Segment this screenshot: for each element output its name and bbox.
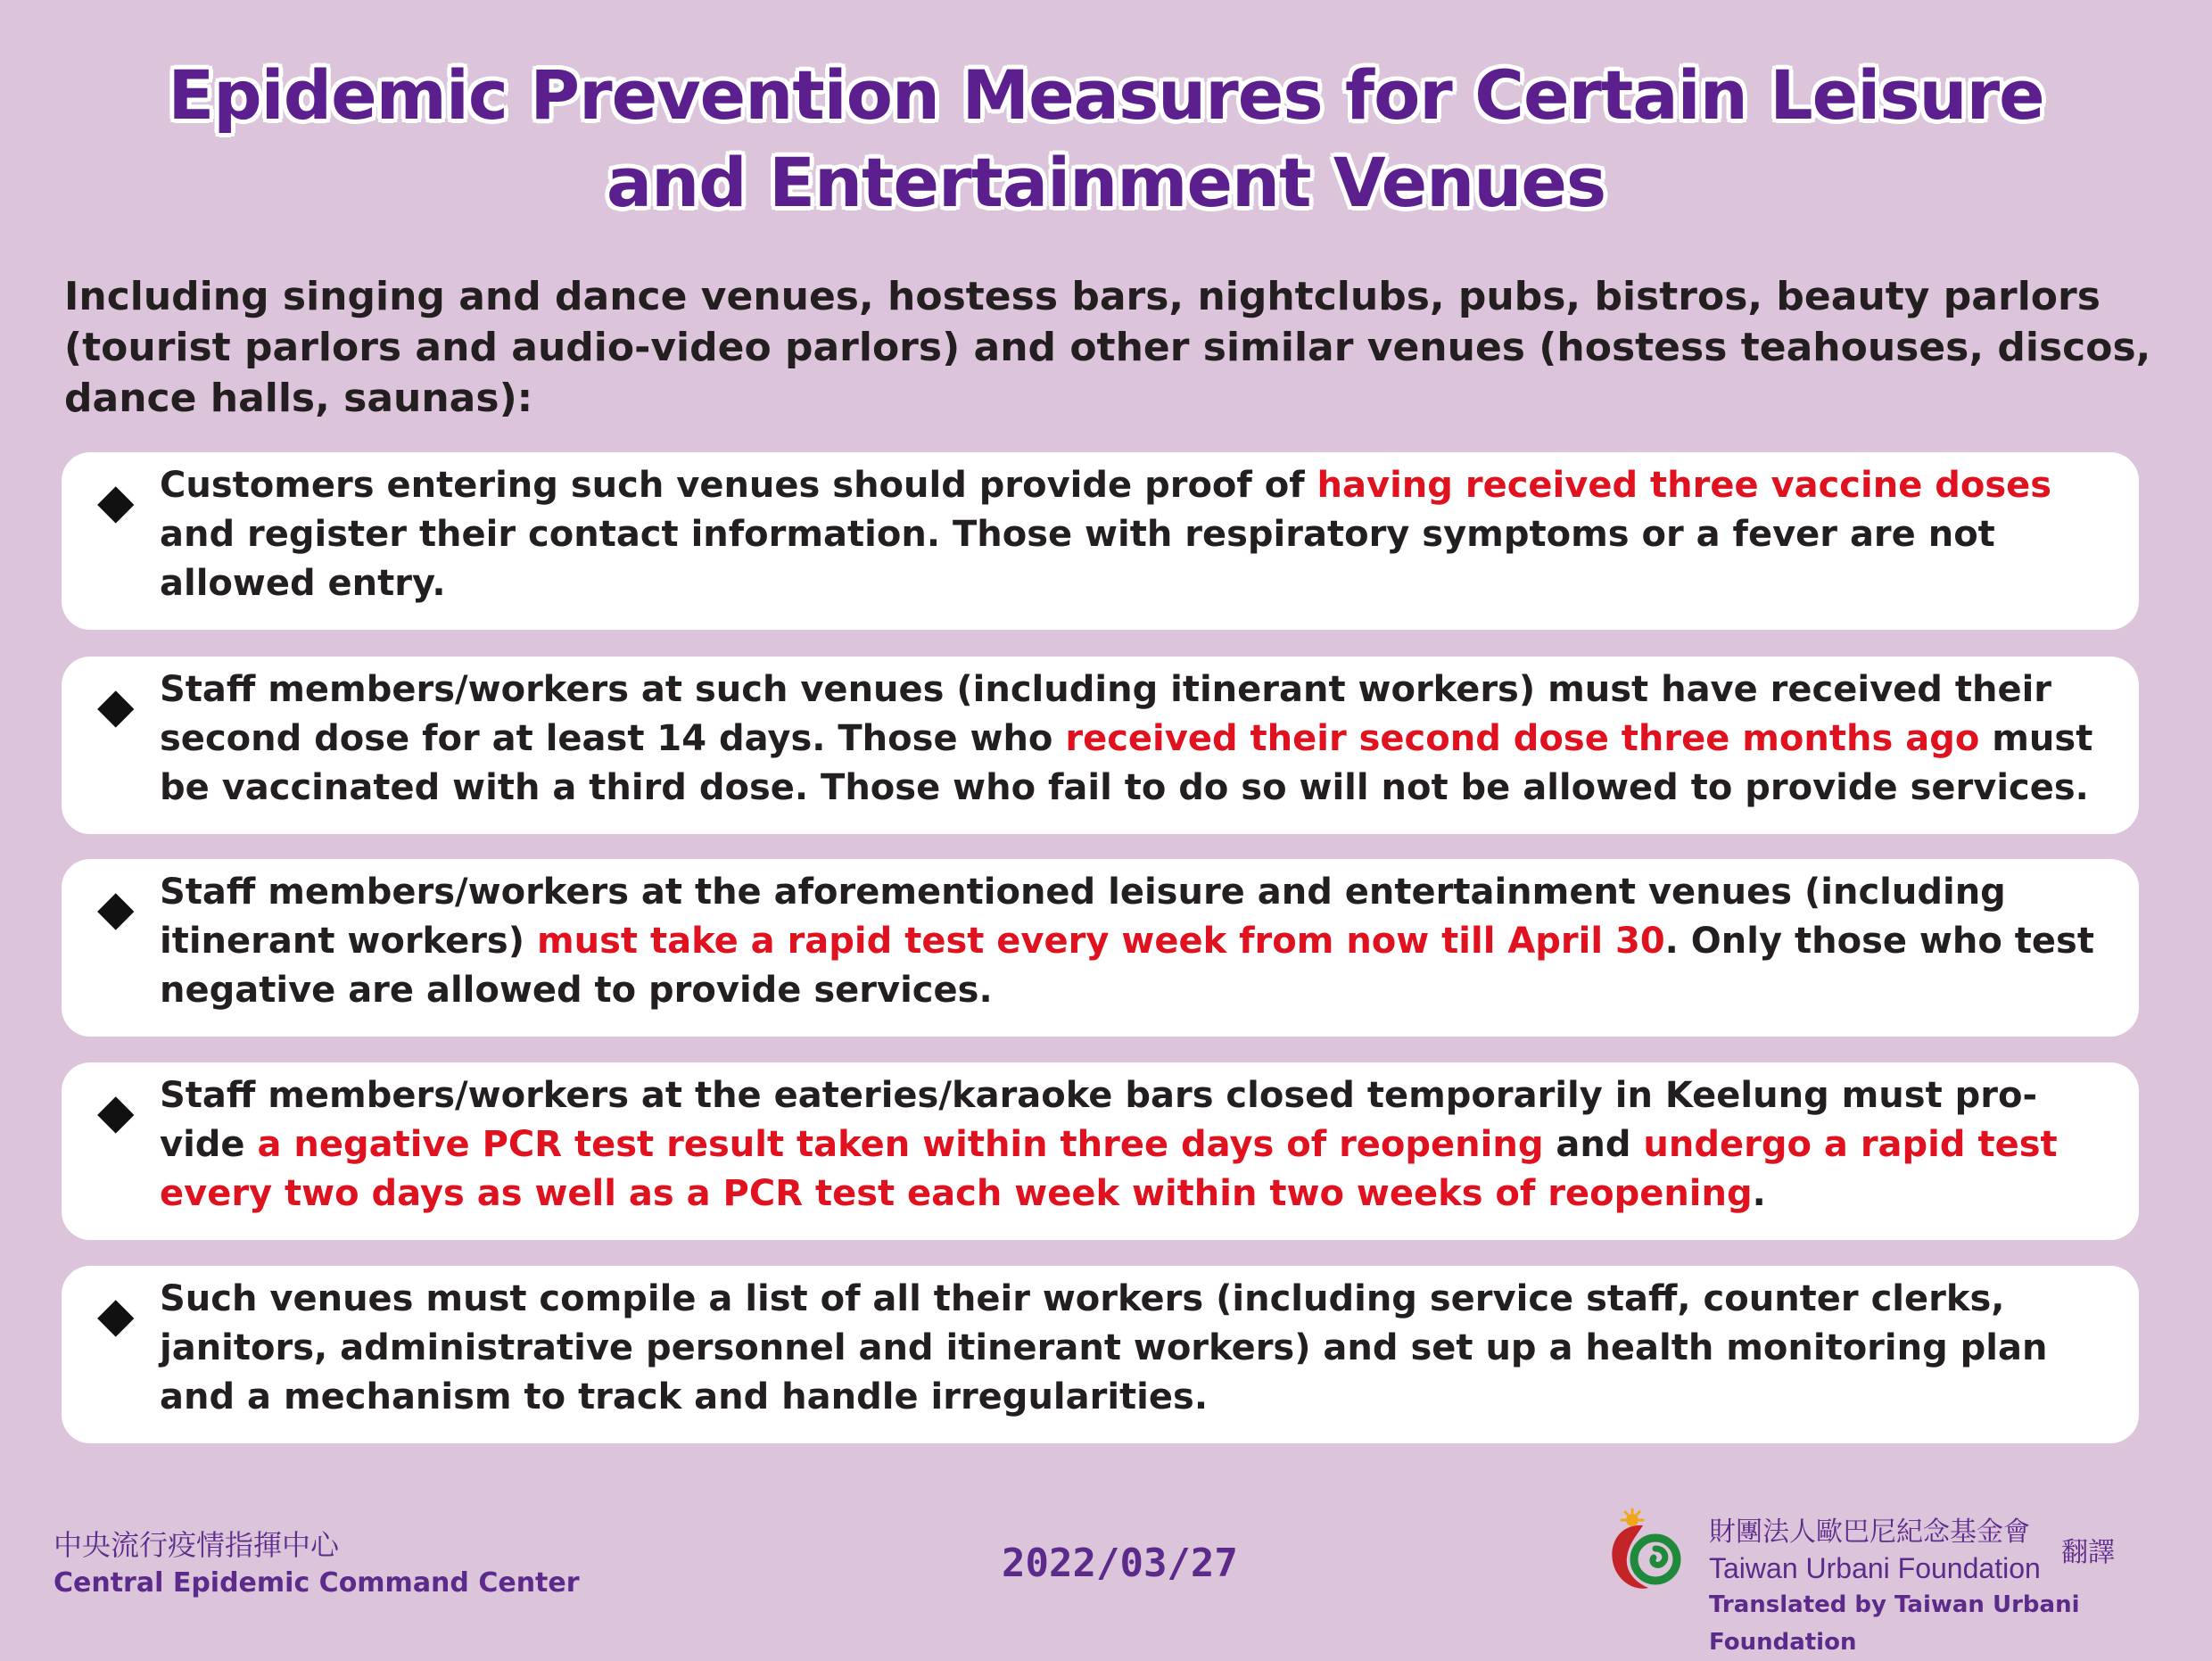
measure-card-1 <box>62 452 2139 630</box>
measure-card-2 <box>62 657 2139 834</box>
measure-text-1-part: and register their contact information. Those with respiratory symptoms or a fever are not allowed entry. <box>160 514 1995 604</box>
translated-by: Translated by Taiwan Urbani Foundation <box>1709 1591 2080 1656</box>
page-title-line-2: and Entertainment Venues <box>606 143 1606 222</box>
measure-text-1-part: Customers entering such venues should provide proof of <box>160 465 1317 506</box>
cecc-name-zh: 中央流行疫情指揮中心 <box>54 1528 340 1562</box>
measure-highlight-2: received their second dose three months ago <box>1065 718 1980 759</box>
measure-text-3 <box>160 868 2122 1015</box>
measure-card-3 <box>62 859 2139 1037</box>
diamond-bullet-icon: ◆ <box>97 1286 135 1343</box>
diamond-bullet-icon: ◆ <box>97 473 135 529</box>
measure-text-3-part: . Only those who test negative are allowed to provide services. <box>160 921 2094 1011</box>
measure-text-1 <box>160 461 2122 608</box>
measure-text-4-part: and <box>1543 1124 1644 1165</box>
tuf-name-en: Taiwan Urbani Foundation <box>1709 1552 2041 1584</box>
page-title <box>36 52 2176 227</box>
measure-highlight-1: having received three vaccine doses <box>1316 465 2052 506</box>
publish-date: 2022/03/27 <box>1002 1541 1238 1586</box>
measure-highlight-3: must take a rapid test every week from now till April 30 <box>536 921 1665 962</box>
diamond-bullet-icon: ◆ <box>97 677 135 733</box>
translation-label-zh: 翻譯 <box>2061 1537 2115 1568</box>
measure-card-5 <box>62 1266 2139 1443</box>
measure-text-2-part: must be vaccinated with a third dose. Those who fail to do so will not be allowed to provide services. <box>160 718 2093 808</box>
cecc-name-en: Central Epidemic Command Center <box>54 1567 580 1599</box>
diamond-bullet-icon: ◆ <box>97 1083 135 1139</box>
diamond-bullet-icon: ◆ <box>97 880 135 936</box>
measure-card-4 <box>62 1062 2139 1240</box>
page-title-line-1: Epidemic Prevention Measures for Certain Leisure <box>168 55 2044 135</box>
measure-text-4-part: Staff members/workers at the eateries/karaoke bars closed temporarily in Keelung must pro-vide <box>160 1075 2038 1165</box>
measure-highlight-4a: a negative PCR test result taken within three days of reopening <box>257 1124 1544 1165</box>
measure-text-2 <box>160 665 2122 813</box>
measure-highlight-4b: undergo a rapid test every two days as well as a PCR test each week within two weeks of reopening <box>160 1124 2058 1214</box>
cecc-credit <box>54 1525 580 1602</box>
taiwan-urbani-foundation-logo-icon <box>1602 1508 1695 1597</box>
measure-text-2-part: Staff members/workers at such venues (including itinerant workers) must have received their second dose for at least 14 days. Those who <box>160 669 2052 759</box>
intro-text: Including singing and dance venues, hostess bars, nightclubs, pubs, bistros, beauty parlors (tourist parlors and audio-video parlors) and other similar venues (hostess teahouses, discos, dance halls, saunas): <box>64 274 2151 421</box>
translator-credit <box>1709 1515 2212 1661</box>
measure-text-4 <box>160 1071 2122 1219</box>
measure-text-3-part: Staff members/workers at the aforementioned leisure and entertainment venues (including itinerant workers) <box>160 872 2006 962</box>
measure-text-5: Such venues must compile a list of all their workers (including service staff, counter clerks, janitors, administrative personnel and itinerant workers) and set up a health monitoring plan and a mechanism to track and handle irregularities. <box>160 1278 2048 1417</box>
measure-text-4-part: . <box>1752 1173 1766 1214</box>
tuf-name-zh: 財團法人歐巴尼紀念基金會 <box>1709 1516 2030 1548</box>
